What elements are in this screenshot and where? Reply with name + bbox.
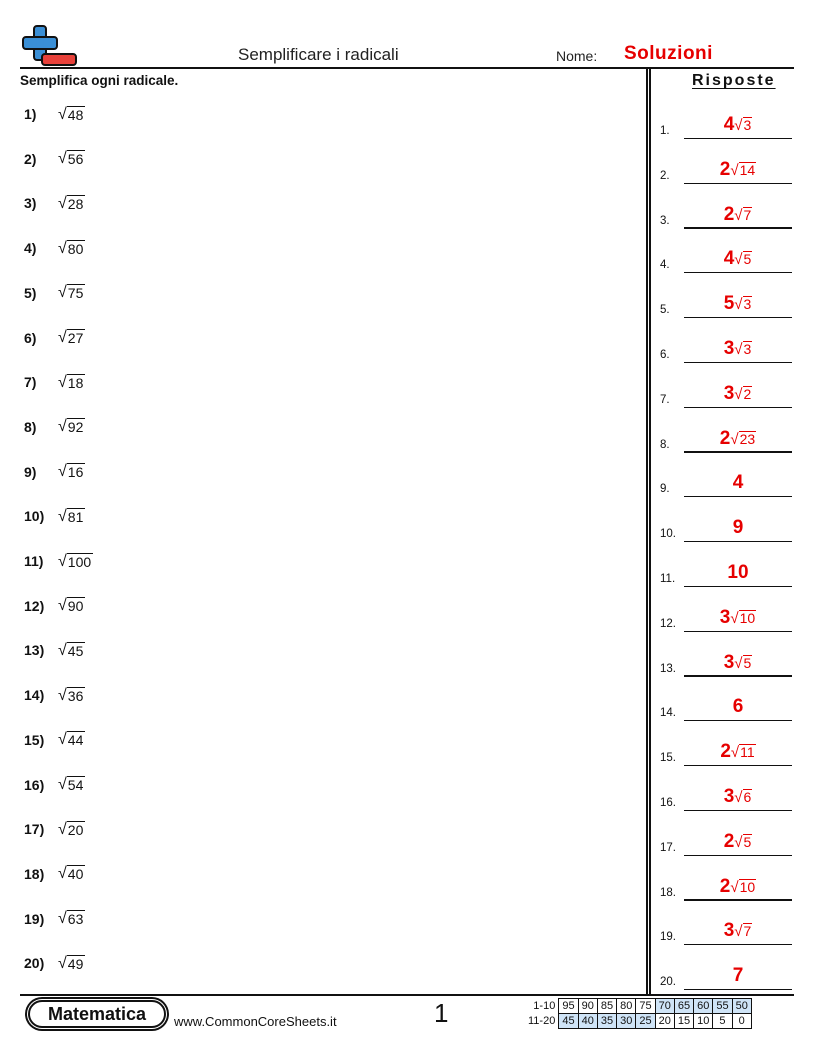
- radicand: 40: [67, 866, 84, 883]
- footer-rule: [20, 994, 794, 996]
- answer-coefficient: 2: [723, 830, 735, 852]
- subject-badge-label: Matematica: [47, 1004, 147, 1024]
- problem-number: 4): [24, 240, 37, 257]
- plus-minus-logo-icon: [20, 24, 80, 68]
- answer-number: 13.: [660, 662, 676, 675]
- square-root-icon: √: [58, 597, 67, 615]
- square-root-icon: √: [734, 251, 743, 269]
- answer-value: [684, 428, 792, 450]
- radicand: 49: [67, 955, 84, 972]
- answer-item: [660, 115, 792, 139]
- square-root-icon: √: [58, 239, 67, 257]
- answer-radicand: 6: [743, 789, 752, 805]
- answer-item: [660, 294, 792, 318]
- square-root-icon: √: [734, 385, 743, 403]
- answer-line: [684, 720, 792, 721]
- radicand: 56: [67, 151, 84, 168]
- square-root-icon: √: [58, 820, 67, 838]
- answer-number: 12.: [660, 617, 676, 630]
- square-root-icon: √: [58, 150, 67, 168]
- answer-item: [660, 742, 792, 766]
- answer-item: [660, 384, 792, 408]
- square-root-icon: √: [730, 161, 739, 179]
- answer-item: [660, 697, 792, 721]
- answer-coefficient: 2: [723, 203, 735, 225]
- radicand: 81: [67, 508, 84, 525]
- square-root-icon: √: [58, 507, 67, 525]
- score-cell: 50: [732, 999, 751, 1014]
- radicand: 54: [67, 777, 84, 793]
- square-root-icon: √: [730, 744, 740, 762]
- answer-line: [684, 899, 792, 900]
- answer-value: [684, 338, 792, 360]
- answer-number: 5.: [660, 304, 670, 317]
- answer-coefficient: 2: [719, 875, 731, 897]
- answer-coefficient: 5: [723, 293, 735, 315]
- answer-radicand: 2: [743, 385, 752, 402]
- answer-divider: [646, 69, 651, 994]
- answer-value: [684, 696, 792, 718]
- score-cell: 30: [617, 1014, 636, 1029]
- problem-number: 2): [24, 150, 37, 167]
- answer-coefficient: 3: [723, 338, 735, 359]
- score-cell: 5: [713, 1014, 732, 1029]
- score-cell: 90: [578, 999, 597, 1014]
- square-root-icon: √: [730, 878, 739, 896]
- answer-radicand: 3: [743, 117, 752, 133]
- score-table: [528, 998, 752, 1029]
- radical-expression: [58, 910, 85, 927]
- radicand: 100: [67, 553, 92, 570]
- problem-item: [24, 237, 85, 259]
- answer-line: [684, 989, 792, 990]
- problem-item: [24, 639, 85, 661]
- answer-number: 3.: [660, 214, 670, 227]
- page-number: 1: [434, 998, 449, 1028]
- square-root-icon: √: [734, 341, 743, 358]
- score-cell: 25: [636, 1014, 655, 1029]
- score-cell: 55: [713, 999, 732, 1014]
- score-cell: 20: [655, 1014, 674, 1029]
- radical-expression: [58, 150, 85, 167]
- radical-expression: [58, 418, 85, 435]
- answer-value: [684, 920, 792, 942]
- problem-item: [24, 550, 93, 572]
- radicand: 80: [67, 240, 84, 257]
- answer-number: 6.: [660, 349, 670, 361]
- answer-coefficient: 2: [719, 158, 731, 180]
- answer-value: [684, 562, 792, 584]
- square-root-icon: √: [58, 910, 67, 928]
- answer-number: 17.: [660, 841, 676, 854]
- problem-number: 17): [24, 821, 45, 838]
- problem-number: 14): [24, 687, 45, 704]
- square-root-icon: √: [58, 776, 67, 793]
- answer-radicand: 5: [743, 833, 752, 850]
- answer-item: [660, 160, 792, 184]
- answer-coefficient: 3: [723, 786, 735, 807]
- square-root-icon: √: [58, 686, 67, 704]
- square-root-icon: √: [734, 789, 743, 806]
- answer-coefficient: 3: [723, 651, 735, 673]
- answer-line: [684, 451, 792, 452]
- radical-expression: [58, 821, 85, 838]
- answer-value: [684, 517, 792, 539]
- square-root-icon: √: [58, 418, 67, 436]
- radical-expression: [58, 553, 93, 570]
- radicand: 18: [67, 374, 84, 391]
- square-root-icon: √: [58, 552, 67, 570]
- problem-number: 3): [24, 195, 37, 212]
- score-cell: 60: [694, 999, 713, 1014]
- square-root-icon: √: [58, 329, 67, 346]
- score-row-label: 11-20: [528, 1014, 556, 1027]
- problem-number: 12): [24, 597, 45, 614]
- answer-value: [684, 786, 792, 808]
- answer-item: [660, 832, 792, 856]
- square-root-icon: √: [58, 954, 67, 972]
- answer-value: [684, 159, 792, 181]
- answer-radicand: 5: [743, 251, 752, 268]
- answer-number: 2.: [660, 169, 670, 182]
- answer-value: [684, 965, 792, 987]
- radical-expression: [58, 284, 85, 301]
- name-value: Soluzioni: [624, 43, 713, 64]
- problem-number: 16): [24, 776, 45, 793]
- problem-number: 19): [24, 910, 45, 927]
- answer-number: 19.: [660, 931, 676, 944]
- answer-value: [684, 741, 792, 763]
- answer-value: [684, 383, 792, 405]
- answer-line: [684, 227, 792, 228]
- answer-item: [660, 205, 792, 229]
- radical-expression: [58, 731, 85, 748]
- answer-line: [684, 541, 792, 542]
- answer-item: [660, 877, 792, 901]
- square-root-icon: √: [734, 923, 743, 941]
- radicand: 92: [67, 419, 84, 436]
- answer-item: [660, 518, 792, 542]
- answer-item: [660, 921, 792, 945]
- problem-number: 8): [24, 418, 37, 435]
- answer-line: [684, 944, 792, 945]
- problem-number: 10): [24, 508, 45, 525]
- radical-expression: [58, 463, 85, 480]
- score-cell: 40: [578, 1014, 597, 1029]
- square-root-icon: √: [730, 609, 739, 627]
- answer-number: 8.: [660, 438, 670, 451]
- score-cell: 45: [559, 1014, 578, 1029]
- problem-item: [24, 461, 85, 483]
- answer-radicand: 10: [739, 878, 756, 895]
- radicand: 44: [67, 732, 84, 749]
- answer-value: [684, 607, 792, 629]
- radicand: 75: [67, 285, 84, 302]
- answer-item: [660, 608, 792, 632]
- problem-number: 20): [24, 955, 45, 972]
- answer-coefficient: 6: [732, 696, 744, 718]
- radical-expression: [58, 240, 85, 257]
- answers-title: Risposte: [692, 72, 776, 89]
- score-cell: 95: [559, 999, 578, 1014]
- answer-line: [684, 586, 792, 587]
- radicand: 16: [67, 464, 84, 481]
- problem-number: 1): [24, 106, 37, 122]
- square-root-icon: √: [58, 865, 67, 883]
- radicand: 28: [67, 195, 84, 212]
- answer-line: [684, 765, 792, 766]
- square-root-icon: √: [734, 206, 743, 224]
- answer-number: 7.: [660, 393, 670, 406]
- radicand: 48: [67, 106, 84, 123]
- square-root-icon: √: [58, 641, 67, 659]
- header-rule: [20, 67, 794, 69]
- radical-expression: [58, 776, 85, 793]
- radicand: 90: [67, 598, 84, 615]
- answer-value: [684, 652, 792, 674]
- answer-coefficient: 4: [732, 472, 744, 494]
- problem-item: [24, 103, 85, 125]
- answer-value: [684, 248, 792, 270]
- square-root-icon: √: [58, 373, 67, 391]
- square-root-icon: √: [734, 117, 743, 134]
- answer-number: 20.: [660, 976, 676, 989]
- problem-item: [24, 505, 85, 527]
- answer-coefficient: 3: [719, 606, 731, 628]
- answer-number: 15.: [660, 752, 676, 765]
- answer-line: [684, 675, 792, 676]
- radical-expression: [58, 687, 85, 704]
- site-url: www.CommonCoreSheets.it: [174, 1014, 337, 1029]
- radicand: 63: [67, 911, 84, 928]
- radical-expression: [58, 955, 85, 972]
- answer-value: [684, 472, 792, 494]
- answer-radicand: 5: [743, 654, 752, 671]
- problem-item: [24, 416, 85, 438]
- radical-expression: [58, 642, 85, 659]
- answer-radicand: 3: [743, 296, 752, 313]
- answer-item: [660, 429, 792, 453]
- score-cell: 70: [655, 999, 674, 1014]
- answer-line: [684, 362, 792, 363]
- subject-badge: [28, 1000, 166, 1028]
- problem-item: [24, 774, 85, 796]
- answer-radicand: 7: [743, 923, 752, 940]
- answer-line: [684, 183, 792, 184]
- problem-item: [24, 863, 85, 885]
- answer-number: 18.: [660, 886, 676, 899]
- answer-radicand: 7: [743, 206, 752, 223]
- square-root-icon: √: [58, 463, 67, 481]
- score-row-label: 1-10: [533, 999, 556, 1012]
- problem-number: 11): [24, 553, 44, 569]
- answer-radicand: 10: [739, 609, 756, 626]
- answer-number: 1.: [660, 125, 670, 137]
- answer-coefficient: 2: [719, 427, 731, 449]
- score-cell: 75: [636, 999, 655, 1014]
- radical-expression: [58, 597, 85, 614]
- answer-line: [684, 855, 792, 856]
- answer-line: [684, 496, 792, 497]
- answer-value: [684, 204, 792, 226]
- problem-item: [24, 684, 85, 706]
- answer-coefficient: 3: [723, 382, 735, 404]
- problem-item: [24, 595, 85, 617]
- answer-item: [660, 787, 792, 811]
- answer-item: [660, 249, 792, 273]
- score-cell: 35: [597, 1014, 616, 1029]
- answer-value: [684, 114, 792, 136]
- problem-item: [24, 908, 85, 930]
- square-root-icon: √: [58, 731, 67, 749]
- instructions: Semplifica ogni radicale.: [20, 73, 179, 88]
- score-cell: 85: [597, 999, 616, 1014]
- answer-number: 11.: [660, 573, 676, 585]
- problem-number: 5): [24, 284, 37, 301]
- answer-radicand: 14: [739, 161, 756, 178]
- problem-item: [24, 952, 85, 974]
- answer-radicand: 23: [739, 430, 756, 447]
- answer-item: [660, 563, 792, 587]
- answer-line: [684, 272, 792, 273]
- score-row: [528, 1014, 751, 1029]
- radical-expression: [58, 865, 85, 882]
- problem-item: [24, 282, 85, 304]
- problem-item: [24, 192, 85, 214]
- radicand: 27: [67, 330, 84, 346]
- answer-item: [660, 653, 792, 677]
- answer-line: [684, 317, 792, 318]
- problem-number: 6): [24, 329, 37, 346]
- answer-line: [684, 138, 792, 139]
- radicand: 36: [67, 687, 84, 704]
- answer-coefficient: 4: [723, 248, 735, 270]
- score-row: [528, 999, 751, 1014]
- problem-item: [24, 371, 85, 393]
- problem-number: 18): [24, 865, 45, 882]
- answer-item: [660, 339, 792, 363]
- problem-number: 15): [24, 731, 45, 748]
- square-root-icon: √: [734, 833, 743, 851]
- score-cell: 65: [674, 999, 693, 1014]
- square-root-icon: √: [734, 654, 743, 672]
- answer-value: [684, 876, 792, 898]
- answer-number: 4.: [660, 259, 670, 272]
- score-cell: 0: [732, 1014, 751, 1029]
- square-root-icon: √: [734, 296, 743, 314]
- answer-number: 9.: [660, 483, 670, 496]
- problem-item: [24, 327, 85, 349]
- answer-radicand: 3: [743, 341, 752, 357]
- score-cell: 80: [617, 999, 636, 1014]
- square-root-icon: √: [730, 430, 739, 448]
- problem-item: [24, 818, 85, 840]
- radical-expression: [58, 329, 85, 346]
- square-root-icon: √: [58, 105, 67, 123]
- radical-expression: [58, 508, 85, 525]
- answer-number: 14.: [660, 707, 676, 720]
- answer-coefficient: 10: [727, 562, 749, 583]
- answer-line: [684, 631, 792, 632]
- answer-value: [684, 831, 792, 853]
- problem-number: 13): [24, 642, 45, 659]
- problem-number: 7): [24, 374, 37, 391]
- name-label: Nome:: [556, 48, 598, 64]
- radical-expression: [58, 106, 85, 123]
- answer-radicand: 11: [740, 744, 755, 761]
- score-cell: 10: [694, 1014, 713, 1029]
- radical-expression: [58, 374, 85, 391]
- score-cell: 15: [674, 1014, 693, 1029]
- answer-coefficient: 9: [732, 517, 744, 539]
- answer-item: [660, 473, 792, 497]
- answer-item: [660, 966, 792, 990]
- answer-coefficient: 4: [723, 114, 735, 135]
- answer-coefficient: 2: [720, 741, 731, 763]
- answer-number: 10.: [660, 528, 676, 541]
- answer-number: 16.: [660, 797, 676, 809]
- problem-number: 9): [24, 463, 37, 480]
- answer-line: [684, 810, 792, 811]
- radicand: 45: [67, 642, 84, 659]
- answer-line: [684, 407, 792, 408]
- answer-coefficient: 7: [732, 965, 744, 987]
- square-root-icon: √: [58, 194, 67, 212]
- problem-item: [24, 729, 85, 751]
- radical-expression: [58, 195, 85, 212]
- answer-coefficient: 3: [723, 920, 735, 942]
- answer-value: [684, 293, 792, 315]
- square-root-icon: √: [58, 284, 67, 302]
- problem-item: [24, 148, 85, 170]
- radicand: 20: [67, 821, 84, 838]
- worksheet-title: Semplificare i radicali: [238, 45, 399, 64]
